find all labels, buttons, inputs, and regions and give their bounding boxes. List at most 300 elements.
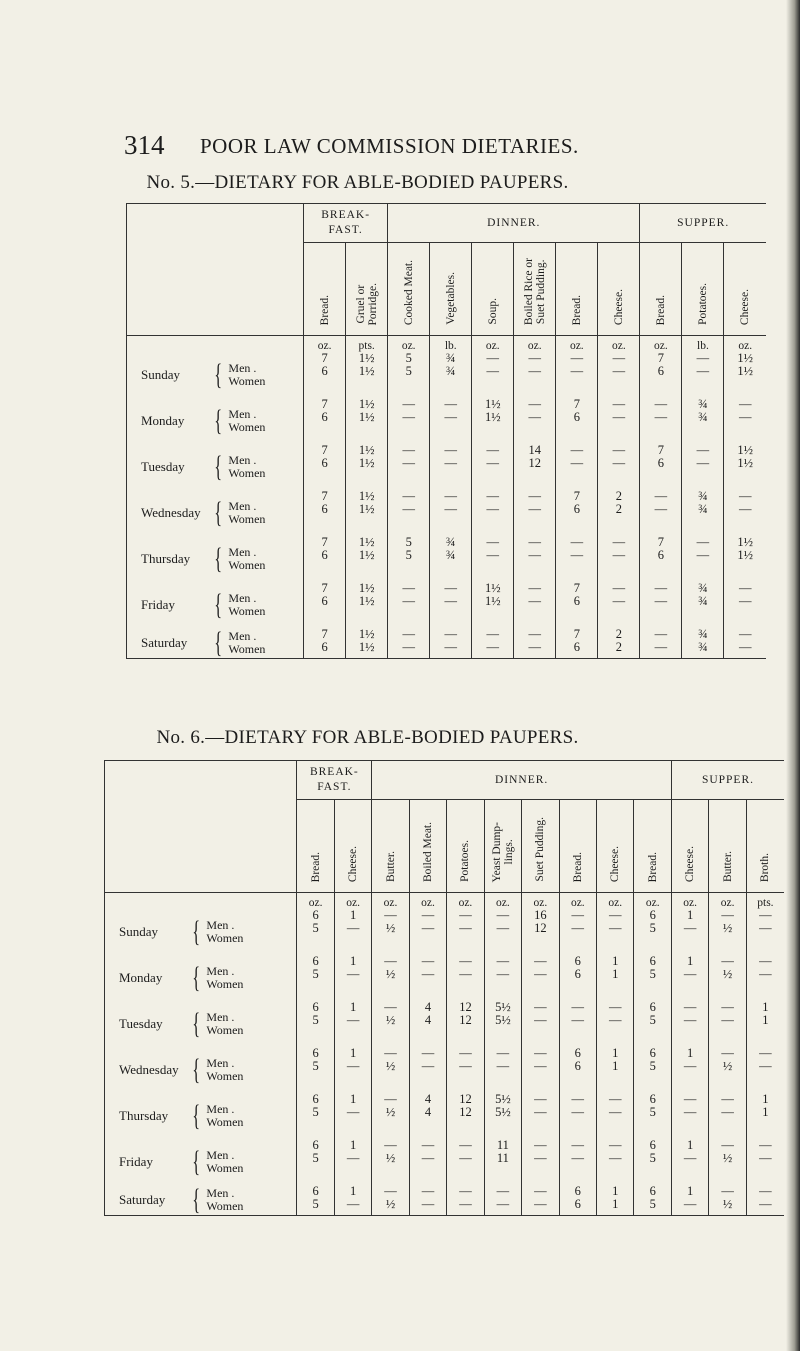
men-value: — [721, 1000, 734, 1014]
unit-cell: oz. [297, 893, 334, 910]
sex-labels [228, 630, 265, 656]
men-value: — [459, 954, 472, 968]
women-value: 1½ [737, 364, 754, 378]
women-value: — [402, 410, 415, 424]
men-value: 5½ [495, 1092, 511, 1106]
table-cell [682, 536, 724, 582]
men-value: — [534, 954, 547, 968]
dietary-table-6 [104, 760, 784, 1216]
table-cell [556, 352, 598, 398]
table-cell [430, 536, 472, 582]
men-value: — [486, 443, 500, 457]
women-value: 1½ [358, 502, 375, 516]
men-value: ¾ [698, 581, 708, 595]
men-value: ¾ [698, 489, 708, 503]
women-value: — [534, 967, 547, 981]
women-label: Women [206, 1199, 244, 1213]
column-header [304, 243, 346, 336]
men-value: — [654, 581, 668, 595]
women-value: — [759, 1059, 772, 1073]
women-label: Women [206, 931, 244, 945]
women-value: — [534, 1059, 547, 1073]
men-value: 7 [321, 443, 328, 457]
women-value: 1 [762, 1013, 769, 1027]
men-value: — [528, 627, 542, 641]
men-value: — [496, 954, 510, 968]
women-value: — [696, 456, 710, 470]
women-value: — [683, 1105, 697, 1119]
column-header [430, 243, 472, 336]
women-value: — [459, 967, 472, 981]
men-label: Men . [206, 1148, 235, 1162]
women-value: 1½ [484, 594, 501, 608]
men-value: — [759, 1138, 772, 1152]
women-value: — [696, 548, 710, 562]
men-value: — [444, 581, 457, 595]
men-value: 2 [615, 627, 622, 641]
table-cell [297, 1001, 334, 1047]
table-cell [430, 490, 472, 536]
table-row [105, 1093, 785, 1139]
table-cell [304, 582, 346, 628]
women-value: — [346, 921, 360, 935]
column-header-label: Boiled Meat. [421, 821, 434, 882]
women-value: 5 [312, 967, 319, 981]
unit-cell: oz. [472, 336, 514, 353]
women-value: — [612, 548, 626, 562]
table-cell [709, 1047, 746, 1093]
women-value: 5 [405, 364, 412, 378]
table-cell [297, 1139, 334, 1185]
women-value: ¾ [698, 410, 708, 424]
table-cell [634, 909, 671, 955]
women-value: — [486, 548, 500, 562]
unit-cell: oz. [522, 893, 559, 910]
women-label: Women [206, 1115, 244, 1129]
table-cell [372, 1093, 409, 1139]
table-cell [484, 1001, 521, 1047]
table-cell [447, 1001, 484, 1047]
table-cell [346, 490, 388, 536]
table-cell [682, 352, 724, 398]
table-cell [640, 536, 682, 582]
men-label: Men . [206, 918, 235, 932]
women-value: 6 [321, 594, 328, 608]
table-cell [409, 909, 446, 955]
day-name: Thursday [119, 1108, 169, 1123]
table-cell [372, 1139, 409, 1185]
men-value: — [421, 908, 435, 922]
table-cell [514, 444, 556, 490]
women-value: — [738, 502, 752, 516]
men-value: 7 [321, 351, 328, 365]
men-value: 7 [657, 443, 665, 457]
men-value: 7 [321, 535, 328, 549]
women-value: 12 [459, 1105, 472, 1119]
table-cell [640, 352, 682, 398]
column-header-label: Broth. [759, 852, 772, 882]
table-cell [472, 398, 514, 444]
unit-cell: lb. [682, 336, 724, 353]
men-value: 1 [762, 1000, 769, 1014]
dietary-table-5 [126, 203, 766, 659]
column-header [746, 800, 784, 893]
women-value: — [654, 594, 668, 608]
men-value: — [683, 1000, 697, 1014]
men-value: — [571, 1092, 585, 1106]
women-value: — [402, 640, 415, 654]
column-header-label: Butter. [384, 851, 397, 882]
women-value: — [609, 1151, 622, 1165]
units-label-cell [105, 893, 297, 910]
men-value: — [444, 443, 457, 457]
day-name: Friday [119, 1154, 153, 1169]
men-value: — [384, 1138, 397, 1152]
men-value: 6 [312, 1092, 319, 1106]
row-label [127, 352, 304, 398]
men-value: — [759, 954, 772, 968]
women-label: Women [228, 604, 266, 618]
women-value: — [721, 1105, 734, 1119]
table-cell [671, 1093, 708, 1139]
men-value: — [570, 443, 584, 457]
women-value: ½ [385, 921, 396, 935]
women-value: 1 [612, 1197, 619, 1211]
table-cell [297, 1185, 334, 1216]
women-value: 12 [459, 1013, 472, 1027]
men-value: 6 [312, 1000, 319, 1014]
unit-cell: oz. [597, 893, 634, 910]
table-cell [409, 1001, 446, 1047]
men-value: 1½ [737, 443, 754, 457]
women-value: 2 [615, 502, 622, 516]
table-cell [640, 398, 682, 444]
row-label [127, 582, 304, 628]
men-value: — [534, 1092, 547, 1106]
table-cell [430, 444, 472, 490]
table-cell [297, 955, 334, 1001]
table-cell [514, 490, 556, 536]
table-cell [559, 1001, 596, 1047]
women-value: ½ [722, 921, 733, 935]
men-value: 7 [657, 535, 665, 549]
table-cell [598, 536, 640, 582]
men-value: 1½ [484, 581, 501, 595]
day-name: Monday [141, 413, 185, 428]
women-value: — [570, 364, 584, 378]
women-value: — [683, 921, 697, 935]
brace-mark: { [192, 1053, 201, 1086]
unit-cell: oz. [334, 893, 371, 910]
column-header-label: Potatoes. [696, 283, 709, 325]
brace-mark: { [192, 961, 201, 994]
table-cell [472, 536, 514, 582]
women-value: — [759, 967, 772, 981]
men-value: 1 [349, 1000, 357, 1014]
men-value: 7 [573, 581, 580, 595]
women-value: — [459, 1197, 472, 1211]
column-header-label: Bread. [571, 851, 584, 882]
table-cell [724, 398, 766, 444]
women-value: — [759, 1151, 772, 1165]
women-value: 6 [657, 548, 665, 562]
men-value: — [571, 1000, 585, 1014]
men-value: — [534, 1046, 547, 1060]
men-value: — [721, 1184, 734, 1198]
men-value: 1 [612, 1046, 619, 1060]
table-cell [372, 955, 409, 1001]
column-header-label: Cooked Meat. [402, 259, 415, 325]
men-value: — [384, 1046, 397, 1060]
men-value: — [528, 581, 542, 595]
column-header-label: Cheese. [609, 845, 622, 882]
women-value: — [402, 502, 415, 516]
women-value: — [496, 921, 510, 935]
table-cell [484, 1047, 521, 1093]
table-cell [346, 444, 388, 490]
brace-mark: { [214, 588, 223, 621]
women-value: — [528, 364, 542, 378]
column-header-label: Yeast Dump- lings. [490, 821, 515, 882]
women-value: — [721, 1013, 734, 1027]
table-cell [597, 1001, 634, 1047]
table-cell [430, 398, 472, 444]
table-cell [746, 909, 784, 955]
table-cell [409, 1093, 446, 1139]
table-cell [724, 628, 766, 659]
table-cell [640, 582, 682, 628]
women-value: — [528, 594, 542, 608]
women-value: 4 [424, 1105, 432, 1119]
table-cell [597, 1185, 634, 1216]
women-value: ½ [385, 1197, 396, 1211]
men-value: — [402, 489, 415, 503]
column-header-label: Bread. [570, 294, 583, 325]
table-cell [682, 490, 724, 536]
men-value: 6 [649, 1000, 656, 1014]
men-value: 1½ [358, 581, 375, 595]
table-row [127, 582, 767, 628]
group-header: BREAK- FAST. [297, 761, 372, 800]
column-header [346, 243, 388, 336]
table-cell [346, 398, 388, 444]
table-cell [346, 628, 388, 659]
table-row [127, 398, 767, 444]
women-value: 6 [573, 410, 580, 424]
women-value: ½ [722, 967, 733, 981]
column-header [597, 800, 634, 893]
day-name: Sunday [119, 924, 158, 939]
row-label [127, 628, 304, 659]
women-value: 6 [573, 640, 580, 654]
table-row [127, 490, 767, 536]
table-cell [388, 490, 430, 536]
table-cell [447, 1139, 484, 1185]
women-value: 4 [424, 1013, 432, 1027]
table-cell [409, 955, 446, 1001]
unit-cell: oz. [671, 893, 708, 910]
women-value: — [496, 1197, 510, 1211]
women-value: — [421, 1059, 435, 1073]
men-value: — [721, 954, 734, 968]
women-value: — [683, 1197, 697, 1211]
unit-cell: oz. [484, 893, 521, 910]
men-value: — [384, 954, 397, 968]
table-cell [484, 1093, 521, 1139]
table-cell [671, 1185, 708, 1216]
table-cell [597, 1139, 634, 1185]
table-cell [447, 909, 484, 955]
women-value: — [486, 640, 500, 654]
men-value: 6 [312, 1046, 319, 1060]
men-value: — [534, 1138, 547, 1152]
women-value: — [612, 594, 626, 608]
men-value: — [738, 581, 752, 595]
men-value: — [384, 1000, 397, 1014]
table-cell [522, 1001, 559, 1047]
men-value: 1 [687, 1046, 694, 1060]
men-value: 6 [574, 1046, 581, 1060]
column-header [334, 800, 371, 893]
men-label: Men . [206, 1056, 235, 1070]
women-value: 5 [649, 1197, 656, 1211]
women-value: 6 [321, 502, 328, 516]
men-value: — [534, 1000, 547, 1014]
men-value: 4 [424, 1000, 432, 1014]
men-value: — [696, 443, 710, 457]
women-value: ¾ [446, 548, 456, 562]
table-cell [597, 955, 634, 1001]
day-name: Saturday [119, 1192, 166, 1207]
men-value: 1 [349, 954, 357, 968]
women-value: ½ [385, 1059, 396, 1073]
column-header-label: Bread. [309, 851, 322, 882]
women-value: ¾ [446, 364, 456, 378]
table-cell [671, 909, 708, 955]
women-value: ½ [385, 1105, 396, 1119]
men-value: — [528, 535, 542, 549]
table-cell [640, 444, 682, 490]
table-cell [746, 1047, 784, 1093]
unit-cell: oz. [388, 336, 430, 353]
men-value: — [534, 1184, 547, 1198]
page-edge-shadow [786, 0, 800, 1351]
unit-cell: oz. [447, 893, 484, 910]
men-label: Men . [228, 361, 257, 375]
table-cell [514, 352, 556, 398]
men-value: — [612, 581, 626, 595]
table-cell [640, 490, 682, 536]
sex-labels [206, 919, 243, 945]
women-value: ½ [385, 1013, 396, 1027]
women-value: 5 [649, 1013, 656, 1027]
men-value: 1 [687, 1184, 694, 1198]
table-cell [388, 444, 430, 490]
column-header-label: Boiled Rice or Suet Pudding. [522, 257, 547, 325]
table-cell [556, 398, 598, 444]
column-header-label: Soup. [486, 298, 499, 325]
row-label [127, 490, 304, 536]
table-cell [682, 628, 724, 659]
women-value: ½ [722, 1151, 733, 1165]
women-value: 6 [573, 594, 580, 608]
table-cell [372, 909, 409, 955]
table-cell [388, 582, 430, 628]
table-cell [671, 1001, 708, 1047]
table-cell [472, 490, 514, 536]
women-value: ¾ [698, 502, 708, 516]
women-label: Women [206, 1023, 244, 1037]
men-value: 6 [649, 1046, 656, 1060]
men-value: — [421, 1138, 435, 1152]
women-value: — [444, 594, 457, 608]
group-header: SUPPER. [671, 761, 784, 800]
group-header: DINNER. [372, 761, 672, 800]
women-value: — [612, 456, 626, 470]
women-value: — [738, 594, 752, 608]
women-value: — [612, 410, 626, 424]
table-cell [514, 398, 556, 444]
column-header [514, 243, 556, 336]
women-value: 6 [574, 1059, 581, 1073]
men-value: — [654, 627, 668, 641]
men-value: 1 [612, 1184, 619, 1198]
women-value: — [402, 456, 415, 470]
women-label: Women [228, 420, 266, 434]
women-value: — [654, 410, 668, 424]
men-value: 6 [312, 1184, 319, 1198]
unit-cell: oz. [640, 336, 682, 353]
table-cell [334, 1139, 371, 1185]
table-cell [634, 1001, 671, 1047]
row-label [105, 1001, 297, 1047]
women-value: — [534, 1013, 547, 1027]
women-value: 5 [649, 1059, 656, 1073]
men-value: — [486, 627, 500, 641]
table-cell [634, 1093, 671, 1139]
unit-cell: oz. [724, 336, 766, 353]
women-value: — [612, 364, 626, 378]
men-value: — [496, 1046, 510, 1060]
men-value: — [683, 1092, 697, 1106]
column-header [724, 243, 766, 336]
men-value: 6 [312, 908, 319, 922]
women-value: 1½ [484, 410, 501, 424]
table-cell [514, 628, 556, 659]
table-cell [522, 1185, 559, 1216]
men-value: 7 [573, 397, 580, 411]
units-row [105, 893, 785, 910]
men-value: 1½ [358, 627, 375, 641]
table-cell [671, 955, 708, 1001]
table-cell [746, 1093, 784, 1139]
day-name: Saturday [141, 635, 188, 650]
table-cell [409, 1185, 446, 1216]
row-label-group [141, 406, 303, 436]
women-value: 5 [312, 1059, 319, 1073]
men-value: ¾ [446, 535, 456, 549]
men-value: — [421, 1046, 435, 1060]
men-label: Men . [228, 545, 257, 559]
men-value: — [696, 351, 710, 365]
corner-cell [105, 761, 297, 893]
group-header-row [127, 204, 767, 243]
table-cell [522, 1093, 559, 1139]
men-value: 1½ [358, 397, 375, 411]
women-value: 5 [649, 967, 656, 981]
women-label: Women [228, 466, 266, 480]
day-name: Tuesday [141, 459, 185, 474]
